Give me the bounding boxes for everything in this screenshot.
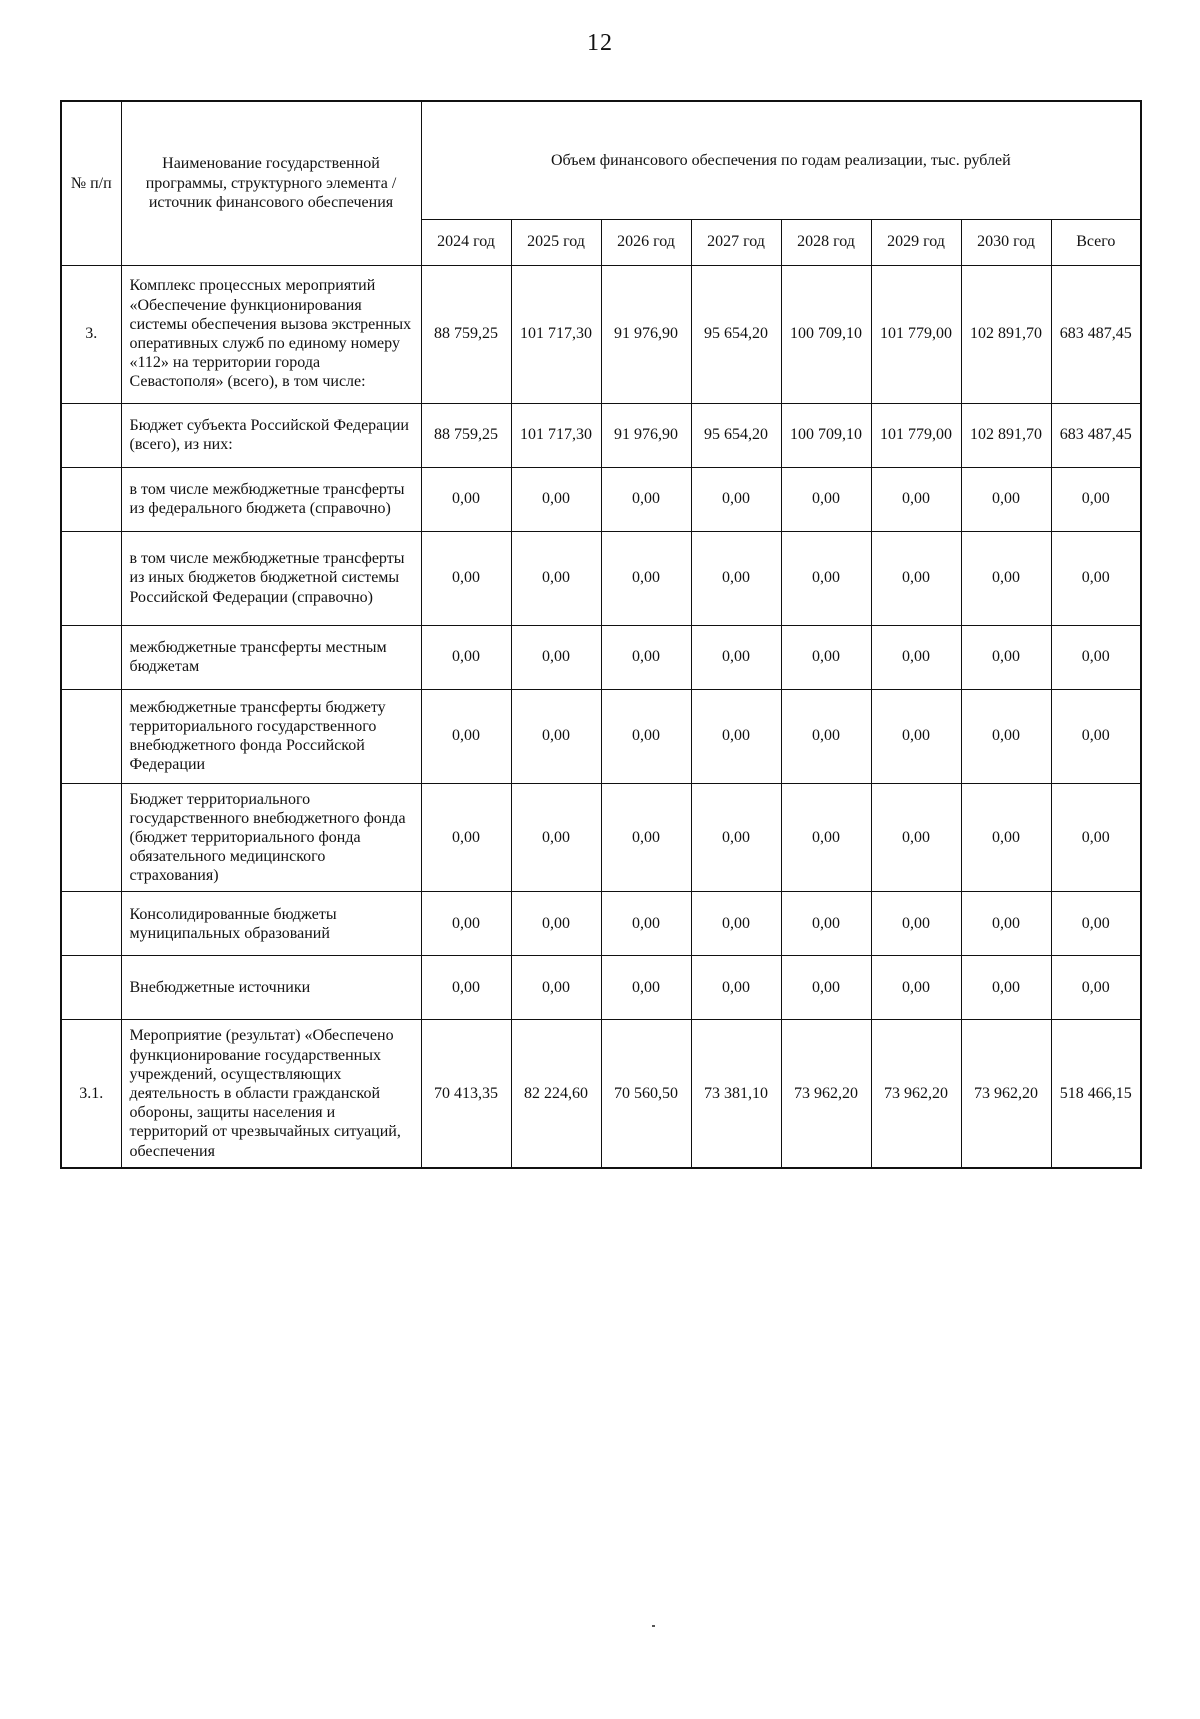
row-value: 0,00 (961, 783, 1051, 892)
row-value: 0,00 (871, 467, 961, 531)
financing-table-container (60, 100, 1140, 1169)
row-value: 101 779,00 (871, 403, 961, 467)
header-year: 2029 год (871, 219, 961, 265)
row-value: 91 976,90 (601, 403, 691, 467)
row-name: Мероприятие (результат) «Обеспечено функционирование государственных учреждений, осуществляющих деятельность в области гражданской обороны, защиты населения и территорий от чрезвычайных ситуаций, обеспечения (121, 1020, 421, 1168)
row-number (61, 689, 121, 783)
row-value: 95 654,20 (691, 265, 781, 403)
financing-table (60, 100, 1142, 1169)
row-value: 0,00 (511, 956, 601, 1020)
row-number (61, 783, 121, 892)
row-value: 0,00 (781, 531, 871, 625)
row-total: 683 487,45 (1051, 265, 1141, 403)
row-value: 102 891,70 (961, 403, 1051, 467)
header-year: 2026 год (601, 219, 691, 265)
row-name: Бюджет субъекта Российской Федерации (всего), из них: (121, 403, 421, 467)
row-value: 0,00 (871, 783, 961, 892)
table-row (61, 265, 1141, 403)
row-total: 0,00 (1051, 783, 1141, 892)
row-value: 88 759,25 (421, 403, 511, 467)
scan-speck (652, 1625, 655, 1627)
row-value: 73 962,20 (781, 1020, 871, 1168)
row-name: Бюджет территориального государственного внебюджетного фонда (бюджет территориального фонда обязательного медицинского страхования) (121, 783, 421, 892)
row-value: 0,00 (691, 625, 781, 689)
row-value: 0,00 (421, 625, 511, 689)
row-value: 0,00 (781, 892, 871, 956)
row-value: 0,00 (961, 956, 1051, 1020)
row-value: 0,00 (511, 531, 601, 625)
row-value: 0,00 (961, 467, 1051, 531)
table-row (61, 956, 1141, 1020)
row-value: 0,00 (781, 783, 871, 892)
page-number: 12 (587, 30, 613, 56)
row-value: 0,00 (601, 783, 691, 892)
row-value: 102 891,70 (961, 265, 1051, 403)
header-volume: Объем финансового обеспечения по годам реализации, тыс. рублей (421, 101, 1141, 219)
row-value: 0,00 (871, 956, 961, 1020)
row-value: 0,00 (601, 625, 691, 689)
row-value: 95 654,20 (691, 403, 781, 467)
row-value: 0,00 (691, 892, 781, 956)
header-year: 2028 год (781, 219, 871, 265)
row-value: 100 709,10 (781, 403, 871, 467)
row-value: 88 759,25 (421, 265, 511, 403)
row-value: 0,00 (421, 689, 511, 783)
row-total: 518 466,15 (1051, 1020, 1141, 1168)
row-name: в том числе межбюджетные трансферты из федерального бюджета (справочно) (121, 467, 421, 531)
row-name: Комплекс процессных мероприятий «Обеспечение функционирования системы обеспечения вызова экстренных оперативных служб по единому номеру «112» на территории города Севастополя» (всего), в том числе: (121, 265, 421, 403)
row-value: 73 962,20 (871, 1020, 961, 1168)
row-value: 91 976,90 (601, 265, 691, 403)
row-number (61, 467, 121, 531)
header-num: № п/п (61, 101, 121, 265)
table-row (61, 531, 1141, 625)
row-number (61, 531, 121, 625)
table-row (61, 625, 1141, 689)
row-value: 101 717,30 (511, 265, 601, 403)
row-number (61, 956, 121, 1020)
row-value: 0,00 (871, 689, 961, 783)
row-value: 70 413,35 (421, 1020, 511, 1168)
row-name: Консолидированные бюджеты муниципальных образований (121, 892, 421, 956)
row-value: 73 381,10 (691, 1020, 781, 1168)
header-year: 2024 год (421, 219, 511, 265)
row-value: 0,00 (421, 956, 511, 1020)
row-value: 0,00 (421, 783, 511, 892)
row-value: 0,00 (781, 689, 871, 783)
row-value: 0,00 (511, 892, 601, 956)
table-row (61, 403, 1141, 467)
row-name: межбюджетные трансферты бюджету территориального государственного внебюджетного фонда Российской Федерации (121, 689, 421, 783)
row-value: 101 779,00 (871, 265, 961, 403)
row-number (61, 403, 121, 467)
row-value: 0,00 (421, 531, 511, 625)
table-row (61, 467, 1141, 531)
table-row (61, 892, 1141, 956)
row-value: 73 962,20 (961, 1020, 1051, 1168)
row-total: 0,00 (1051, 956, 1141, 1020)
row-name: межбюджетные трансферты местным бюджетам (121, 625, 421, 689)
table-row (61, 689, 1141, 783)
row-total: 0,00 (1051, 625, 1141, 689)
header-name: Наименование государственной программы, структурного элемента / источник финансового обеспечения (121, 101, 421, 265)
row-value: 0,00 (871, 892, 961, 956)
row-value: 0,00 (421, 467, 511, 531)
row-value: 0,00 (691, 783, 781, 892)
row-value: 0,00 (511, 467, 601, 531)
row-value: 0,00 (871, 625, 961, 689)
row-number: 3.1. (61, 1020, 121, 1168)
table-row (61, 783, 1141, 892)
row-value: 0,00 (601, 956, 691, 1020)
row-name: в том числе межбюджетные трансферты из иных бюджетов бюджетной системы Российской Федерации (справочно) (121, 531, 421, 625)
row-total: 0,00 (1051, 689, 1141, 783)
row-value: 0,00 (691, 689, 781, 783)
row-value: 0,00 (511, 783, 601, 892)
row-value: 0,00 (961, 625, 1051, 689)
row-total: 0,00 (1051, 531, 1141, 625)
row-value: 82 224,60 (511, 1020, 601, 1168)
row-name: Внебюджетные источники (121, 956, 421, 1020)
row-total: 0,00 (1051, 467, 1141, 531)
header-year: 2027 год (691, 219, 781, 265)
row-value: 101 717,30 (511, 403, 601, 467)
header-year: 2025 год (511, 219, 601, 265)
row-value: 0,00 (511, 625, 601, 689)
row-value: 0,00 (511, 689, 601, 783)
row-number (61, 625, 121, 689)
row-value: 0,00 (601, 892, 691, 956)
header-year: 2030 год (961, 219, 1051, 265)
row-value: 0,00 (421, 892, 511, 956)
row-value: 0,00 (781, 467, 871, 531)
row-value: 0,00 (691, 956, 781, 1020)
row-number (61, 892, 121, 956)
row-value: 0,00 (961, 531, 1051, 625)
row-value: 0,00 (961, 689, 1051, 783)
row-value: 0,00 (601, 467, 691, 531)
row-value: 0,00 (781, 625, 871, 689)
row-number: 3. (61, 265, 121, 403)
row-value: 0,00 (691, 467, 781, 531)
table-row (61, 1020, 1141, 1168)
row-total: 683 487,45 (1051, 403, 1141, 467)
row-value: 0,00 (871, 531, 961, 625)
row-total: 0,00 (1051, 892, 1141, 956)
row-value: 0,00 (961, 892, 1051, 956)
row-value: 0,00 (601, 531, 691, 625)
row-value: 0,00 (691, 531, 781, 625)
row-value: 100 709,10 (781, 265, 871, 403)
row-value: 70 560,50 (601, 1020, 691, 1168)
row-value: 0,00 (601, 689, 691, 783)
row-value: 0,00 (781, 956, 871, 1020)
header-total: Всего (1051, 219, 1141, 265)
